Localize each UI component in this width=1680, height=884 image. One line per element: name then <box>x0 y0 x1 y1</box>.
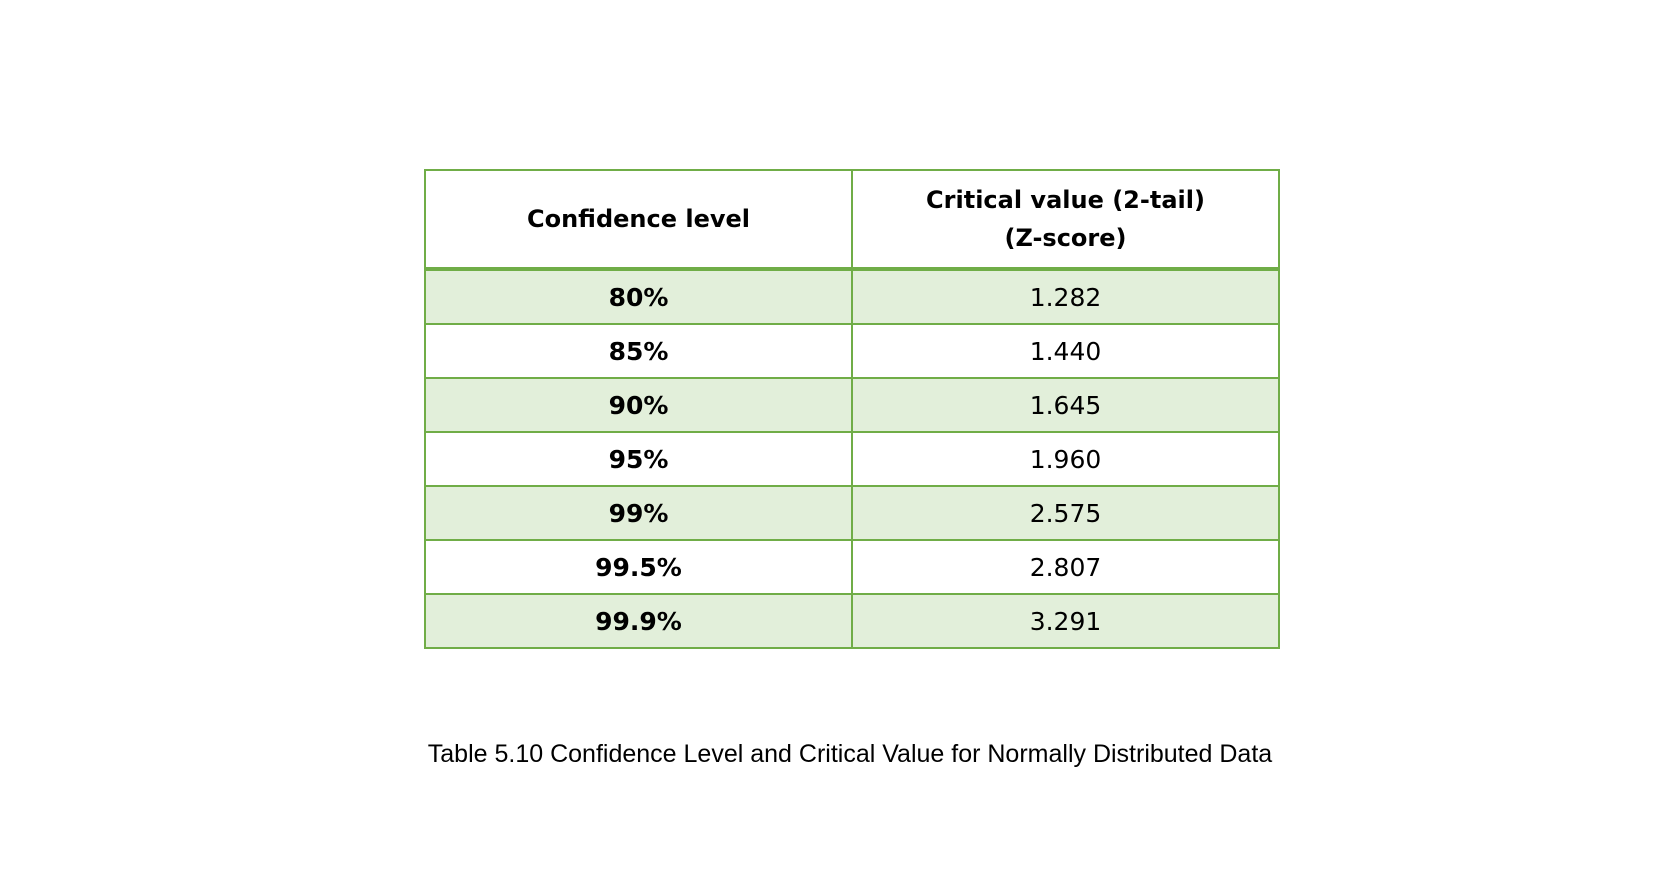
header-critical-value <box>852 170 1279 269</box>
header-critical-value-line2: (Z-score) <box>1004 224 1127 252</box>
critical-value-table <box>424 169 1280 649</box>
cell-confidence-level: 90% <box>425 378 852 432</box>
cell-critical-value: 1.960 <box>852 432 1279 486</box>
cell-confidence-level: 99.5% <box>425 540 852 594</box>
table-row <box>425 486 1279 540</box>
header-confidence-level <box>425 170 852 269</box>
table-row <box>425 594 1279 648</box>
cell-confidence-level: 99.9% <box>425 594 852 648</box>
header-confidence-level-label: Confidence level <box>526 205 751 233</box>
cell-critical-value: 1.645 <box>852 378 1279 432</box>
table-row <box>425 378 1279 432</box>
table-header-row <box>425 170 1279 269</box>
table-row <box>425 432 1279 486</box>
table-row <box>425 540 1279 594</box>
cell-confidence-level: 80% <box>425 269 852 324</box>
cell-critical-value: 2.807 <box>852 540 1279 594</box>
cell-critical-value: 1.282 <box>852 269 1279 324</box>
header-critical-value-line1: Critical value (2-tail) <box>926 186 1205 214</box>
table-caption: Table 5.10 Confidence Level and Critical Value for Normally Distributed Data <box>427 740 1273 768</box>
table-row <box>425 269 1279 324</box>
table-row <box>425 324 1279 378</box>
cell-critical-value: 2.575 <box>852 486 1279 540</box>
cell-critical-value: 1.440 <box>852 324 1279 378</box>
cell-confidence-level: 99% <box>425 486 852 540</box>
cell-confidence-level: 85% <box>425 324 852 378</box>
cell-confidence-level: 95% <box>425 432 852 486</box>
cell-critical-value: 3.291 <box>852 594 1279 648</box>
